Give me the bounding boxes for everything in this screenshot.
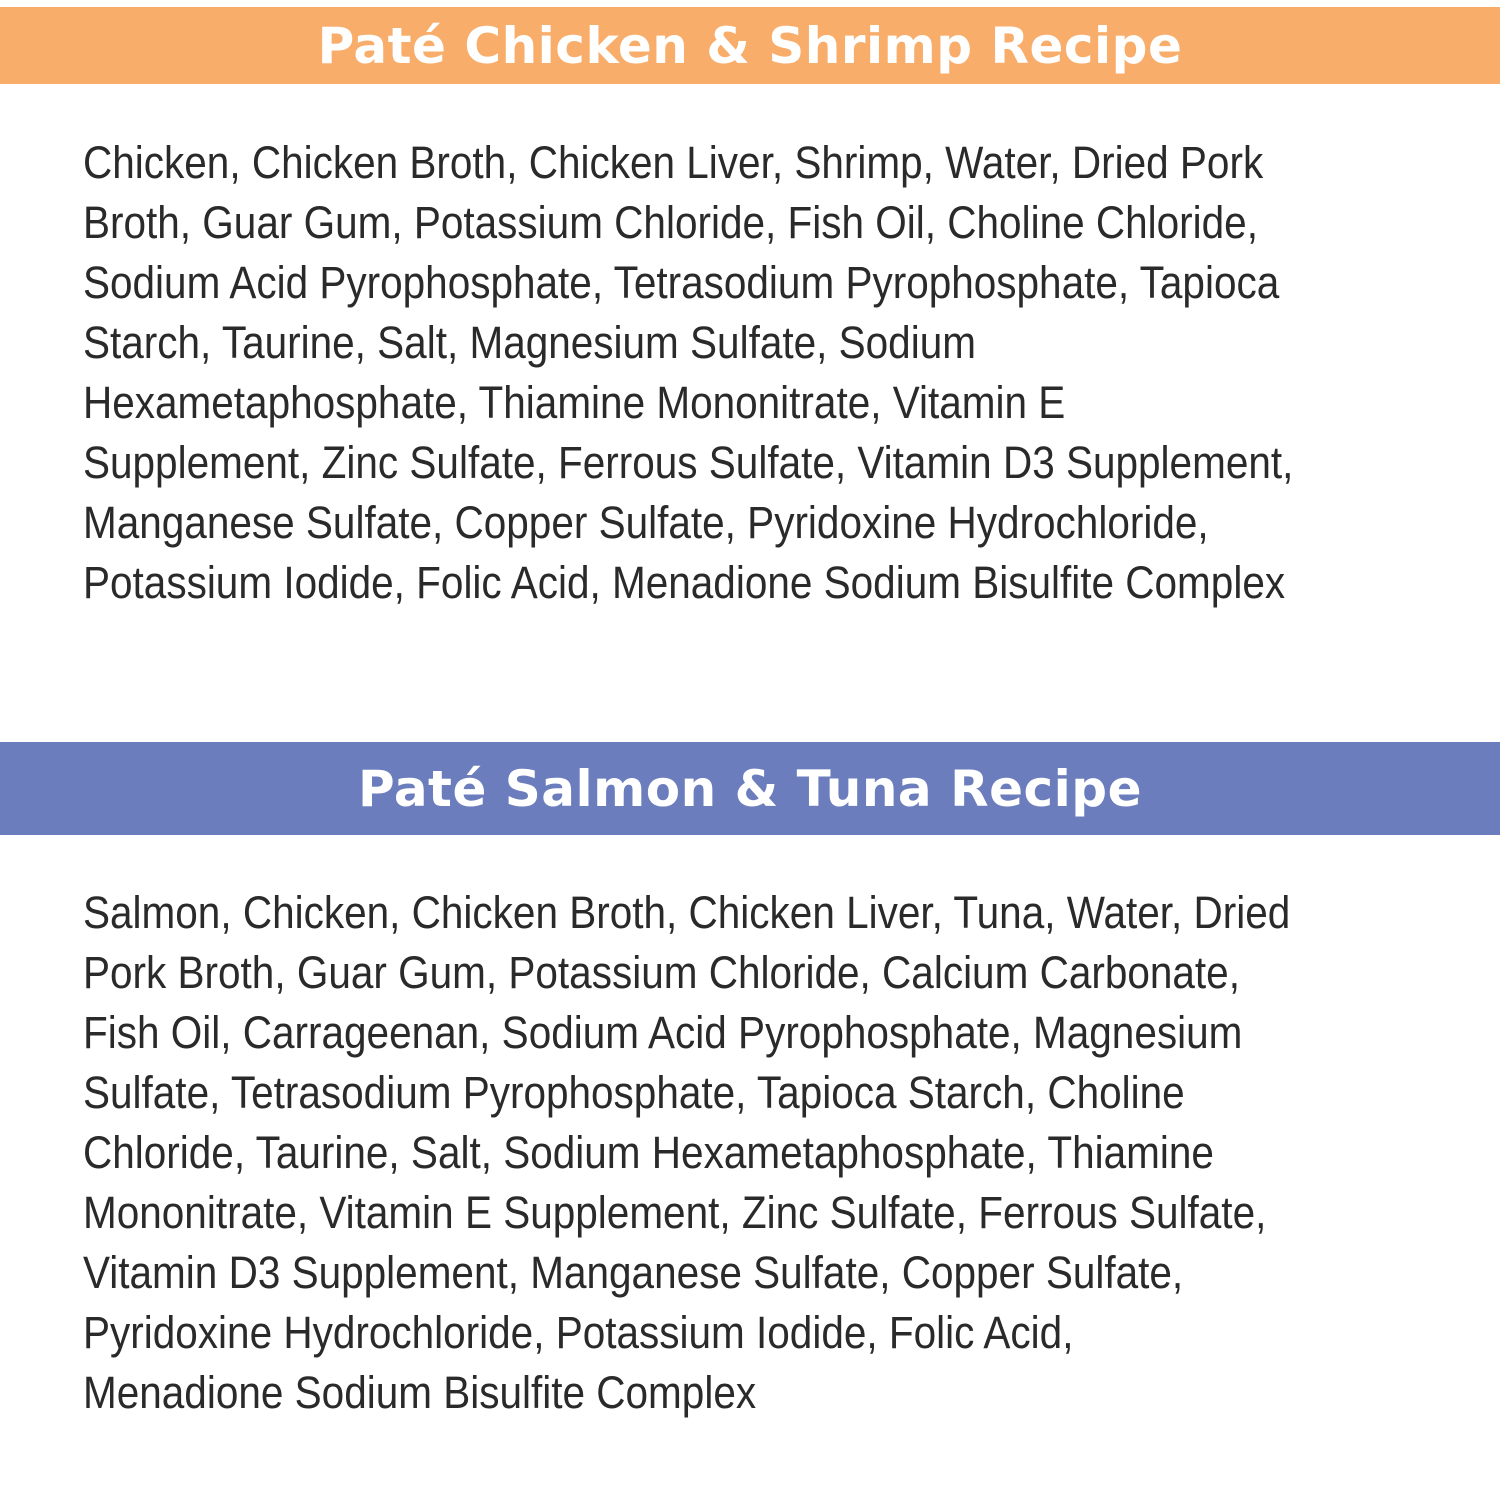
ingredient-line: Sulfate, Tetrasodium Pyrophosphate, Tapioca Starch, Choline bbox=[83, 1067, 1185, 1118]
ingredient-line: Pork Broth, Guar Gum, Potassium Chloride, Calcium Carbonate, bbox=[83, 947, 1240, 998]
recipe-2-title: Paté Salmon & Tuna Recipe bbox=[358, 759, 1142, 818]
recipe-1-banner bbox=[0, 7, 1500, 84]
ingredient-line: Chicken, Chicken Broth, Chicken Liver, Shrimp, Water, Dried Pork bbox=[83, 137, 1264, 188]
recipe-1-ingredients bbox=[83, 133, 1307, 613]
ingredient-line: Mononitrate, Vitamin E Supplement, Zinc Sulfate, Ferrous Sulfate, bbox=[83, 1187, 1267, 1238]
ingredient-line: Starch, Taurine, Salt, Magnesium Sulfate, Sodium bbox=[83, 317, 976, 368]
ingredient-line: Supplement, Zinc Sulfate, Ferrous Sulfate, Vitamin D3 Supplement, bbox=[83, 437, 1294, 488]
ingredient-line: Menadione Sodium Bisulfite Complex bbox=[83, 1367, 757, 1418]
ingredient-line: Chloride, Taurine, Salt, Sodium Hexametaphosphate, Thiamine bbox=[83, 1127, 1214, 1178]
recipe-2-banner bbox=[0, 742, 1500, 835]
recipe-2-ingredients bbox=[83, 883, 1307, 1423]
ingredient-line: Fish Oil, Carrageenan, Sodium Acid Pyrophosphate, Magnesium bbox=[83, 1007, 1243, 1058]
recipe-1-title: Paté Chicken & Shrimp Recipe bbox=[317, 16, 1183, 75]
ingredient-line: Broth, Guar Gum, Potassium Chloride, Fish Oil, Choline Chloride, bbox=[83, 197, 1258, 248]
ingredient-line: Manganese Sulfate, Copper Sulfate, Pyridoxine Hydrochloride, bbox=[83, 497, 1209, 548]
ingredient-line: Salmon, Chicken, Chicken Broth, Chicken Liver, Tuna, Water, Dried bbox=[83, 887, 1291, 938]
ingredient-line: Sodium Acid Pyrophosphate, Tetrasodium Pyrophosphate, Tapioca bbox=[83, 257, 1280, 308]
ingredient-line: Vitamin D3 Supplement, Manganese Sulfate, Copper Sulfate, bbox=[83, 1247, 1184, 1298]
ingredient-line: Potassium Iodide, Folic Acid, Menadione Sodium Bisulfite Complex bbox=[83, 557, 1286, 608]
ingredient-line: Pyridoxine Hydrochloride, Potassium Iodide, Folic Acid, bbox=[83, 1307, 1074, 1358]
ingredient-line: Hexametaphosphate, Thiamine Mononitrate, Vitamin E bbox=[83, 377, 1066, 428]
